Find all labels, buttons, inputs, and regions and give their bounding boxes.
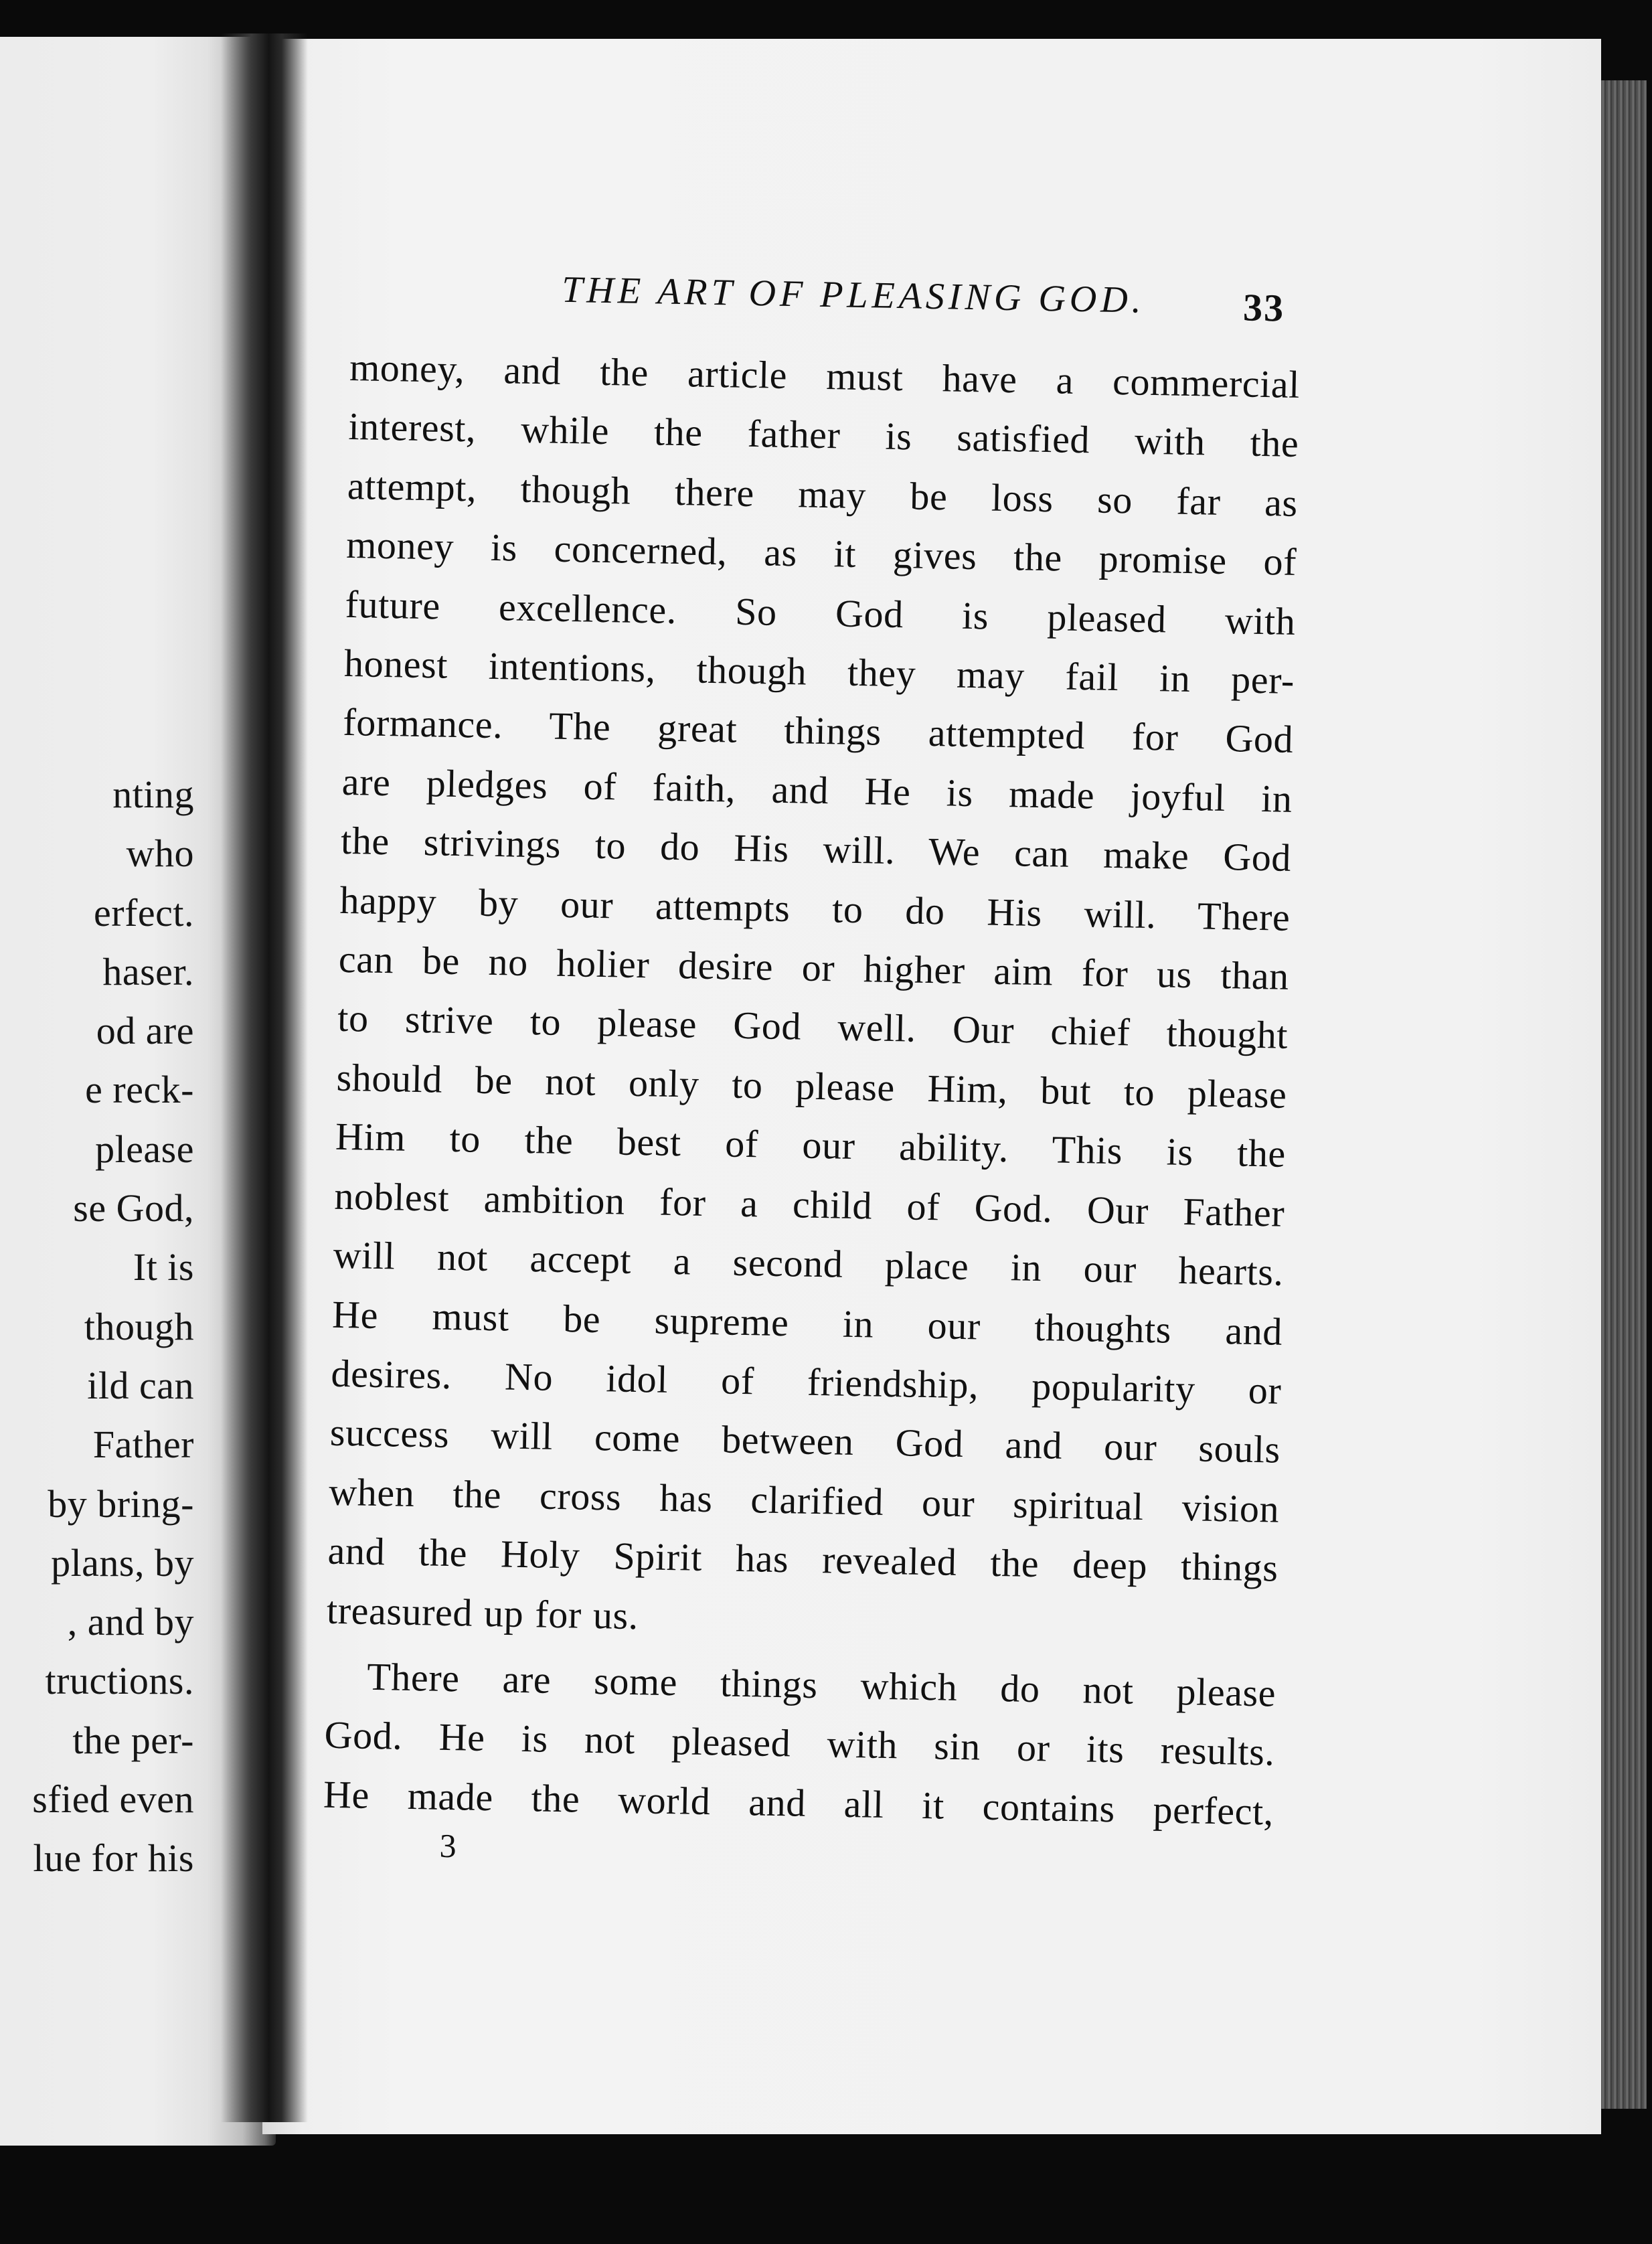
left-page-text — [0, 765, 194, 1889]
page-number: 33 — [1242, 285, 1285, 330]
body-text — [322, 338, 1301, 1885]
body-line: He must be supreme in our thoughts and — [331, 1292, 1283, 1354]
body-line: formance. The great things attempted for God — [342, 700, 1294, 762]
left-page-line: e reck- — [85, 1068, 194, 1112]
body-line: when the cross has clarified our spiritual vision — [328, 1469, 1280, 1531]
page-content — [322, 264, 1302, 1885]
body-line: will not accept a second place in our hearts. — [333, 1232, 1285, 1294]
book-gutter — [221, 33, 308, 2122]
left-page-line: haser. — [102, 949, 194, 993]
left-page-line: who — [126, 831, 194, 876]
body-line: interest, while the father is satisfied with the — [347, 404, 1299, 466]
body-line: should be not only to please Him, but to please — [336, 1055, 1288, 1117]
body-line: He made the world and all it contains perfect, — [323, 1772, 1274, 1834]
body-line: future excellence. So God is pleased with — [345, 582, 1297, 643]
left-page-line: lue for his — [33, 1836, 194, 1880]
left-page-line: ild can — [87, 1363, 194, 1407]
body-line: honest intentions, though they may fail in per- — [343, 641, 1295, 702]
paragraph-1 — [326, 338, 1300, 1658]
body-line: success will come between God and our souls — [329, 1411, 1281, 1472]
body-line: the strivings to do His will. We can make God — [340, 819, 1292, 880]
body-line: are pledges of faith, and He is made joyful in — [341, 759, 1293, 821]
left-page-line: plans, by — [51, 1540, 194, 1585]
left-page-line: erfect. — [94, 890, 194, 935]
page-edges — [1601, 80, 1647, 2109]
left-page-line: nting — [112, 773, 194, 816]
signature-mark: 3 — [439, 1826, 457, 1865]
running-title: THE ART OF PLEASING GOD. — [561, 268, 1146, 321]
body-line: There are some things which do not please — [366, 1654, 1276, 1715]
left-page-line: tructions. — [45, 1659, 194, 1703]
body-line: to strive to please God well. Our chief thought — [337, 996, 1289, 1058]
left-page-line: though — [84, 1304, 194, 1348]
left-page-line: sfied even — [32, 1777, 194, 1822]
left-page-line: se God, — [73, 1186, 194, 1230]
paragraph-2 — [323, 1647, 1276, 1842]
left-page-line: It is — [133, 1245, 194, 1289]
left-page-line: , and by — [67, 1600, 194, 1644]
left-page-line: od are — [96, 1009, 194, 1053]
body-line: desires. No idol of friendship, popularity or — [331, 1351, 1283, 1413]
left-page-line: the per- — [72, 1718, 194, 1762]
body-line: money is concerned, as it gives the promise of — [345, 523, 1297, 584]
body-line: Him to the best of our ability. This is the — [335, 1115, 1287, 1176]
body-line: and the Holy Spirit has revealed the deep things — [327, 1528, 1279, 1590]
body-line: can be no holier desire or higher aim for us than — [338, 937, 1290, 998]
body-line: treasured up for us. — [326, 1588, 639, 1637]
body-line: happy by our attempts to do His will. There — [339, 878, 1291, 939]
left-page-line: by bring- — [48, 1481, 194, 1526]
body-line: attempt, though there may be loss so far as — [347, 463, 1299, 525]
left-page-line: Father — [92, 1423, 194, 1467]
left-page-line: please — [95, 1127, 194, 1171]
body-line: noblest ambition for a child of God. Our Father — [333, 1174, 1285, 1235]
body-line: money, and the article must have a commercial — [349, 345, 1301, 406]
body-line: God. He is not pleased with sin or its results. — [324, 1712, 1276, 1774]
